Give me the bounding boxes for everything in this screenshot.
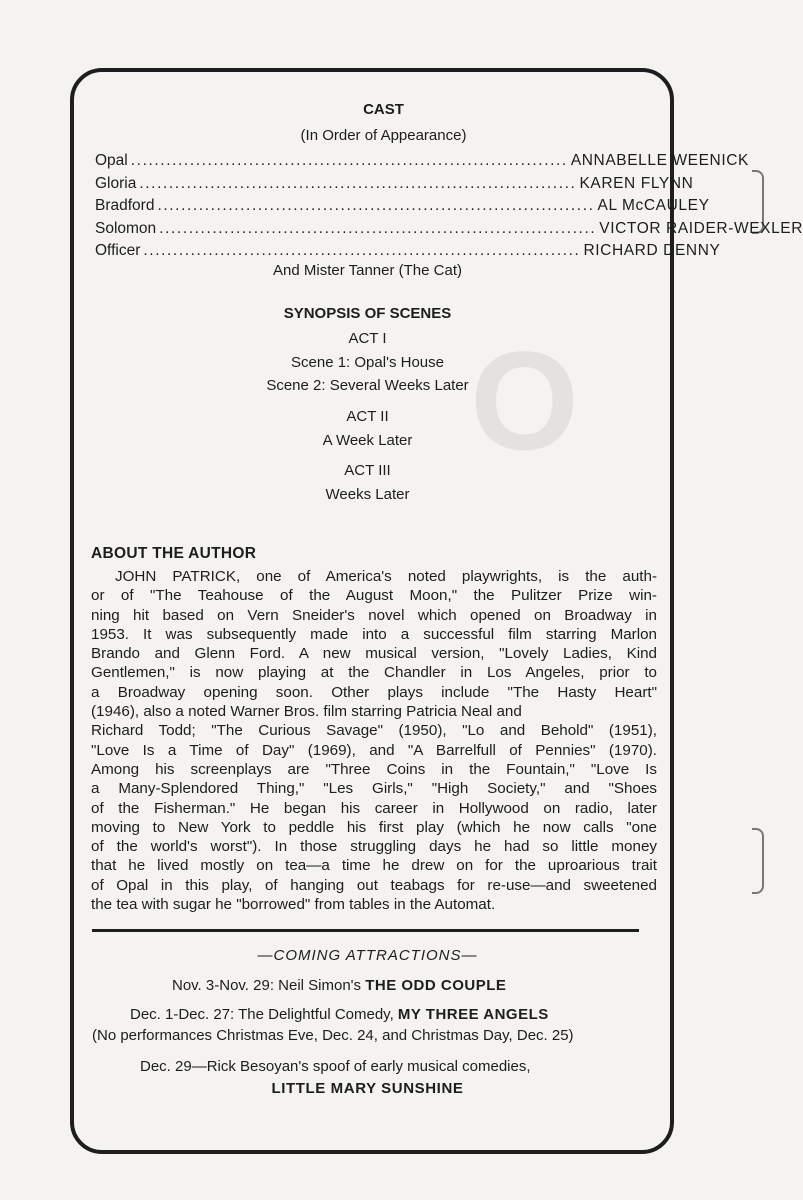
author-text-line: that he lived mostly on tea—a time he drew on for the uproarious trait xyxy=(91,857,657,875)
author-text-line: Brando and Glenn Ford. A new musical version, "Lovely Ladies, Kind xyxy=(91,645,657,663)
author-text-line: a Broadway opening soon. Other plays include "The Hasty Heart" xyxy=(91,683,657,701)
author-text-line: moving to New York to peddle his first play (which he now calls "one xyxy=(91,818,657,836)
cast-role: Bradford xyxy=(95,197,155,214)
author-text-line: "Love Is a Time of Day" (1969), and "A Barrelfull of Pennies" (1970). xyxy=(91,741,657,759)
cast-row xyxy=(95,173,694,196)
coming-attractions-heading: —COMING ATTRACTIONS— xyxy=(257,947,478,964)
dot-leader: .......................................................................... xyxy=(139,174,577,192)
coming-line-2 xyxy=(130,1006,549,1023)
margin-bracket-bottom xyxy=(752,828,764,894)
coming-line-3-show: LITTLE MARY SUNSHINE xyxy=(271,1080,464,1097)
cast-role: Opal xyxy=(95,152,128,169)
cast-row xyxy=(95,218,803,241)
coming-line-3: Dec. 29—Rick Besoyan's spoof of early musical comedies, xyxy=(140,1058,531,1075)
coming-line-2-dates: Dec. 1-Dec. 27: The Delightful Comedy, xyxy=(130,1006,398,1023)
author-text-line: 1953. It was subsequently made into a successful film starring Marlon xyxy=(91,625,657,643)
cast-subtitle: (In Order of Appearance) xyxy=(300,127,467,144)
act-1-heading: ACT I xyxy=(348,330,387,347)
act-3-heading: ACT III xyxy=(344,462,391,479)
cast-role: Gloria xyxy=(95,174,137,192)
cast-row xyxy=(95,195,710,218)
cast-row xyxy=(95,150,749,173)
cast-actor: RICHARD DENNY xyxy=(583,242,721,259)
dot-leader: .......................................................................... xyxy=(159,219,597,237)
author-text-line: Gentlemen," is now playing at the Chandler in Los Angeles, prior to xyxy=(91,664,657,682)
author-text-line: JOHN PATRICK, one of America's noted playwrights, is the auth- xyxy=(115,568,657,585)
act-1-scene-1: Scene 1: Opal's House xyxy=(291,354,444,371)
author-text-line: a Many-Splendored Thing," "Les Girls," "High Society," and "Shoes xyxy=(91,780,657,798)
dot-leader: .......................................................................... xyxy=(143,242,581,259)
dot-leader: .......................................................................... xyxy=(130,152,568,169)
coming-line-1-dates: Nov. 3-Nov. 29: Neil Simon's xyxy=(172,977,366,994)
coming-line-2-show: MY THREE ANGELS xyxy=(397,1006,549,1023)
author-text-line: of the Fisherman." He began his career in Hollywood on radio, later xyxy=(91,799,657,817)
author-text-line: Among his screenplays are "Three Coins in the Fountain," "Love Is xyxy=(91,760,657,778)
cast-role: Officer xyxy=(95,242,141,259)
cast-list xyxy=(95,150,803,263)
cast-actor: AL McCAULEY xyxy=(597,197,710,214)
author-text-line: of the world's worst"). In those struggling days he had so little money xyxy=(91,838,657,856)
act-2-heading: ACT II xyxy=(346,408,389,425)
author-text-line: of Opal in this play, of hanging out teabags for re-use—and sweetened xyxy=(91,876,657,894)
cast-role: Solomon xyxy=(95,219,157,237)
act-2-scene: A Week Later xyxy=(322,432,413,449)
author-text-line: ning hit based on Vern Sneider's novel which opened on Broadway in xyxy=(91,606,657,624)
cast-actor: KAREN FLYNN xyxy=(579,174,694,192)
cast-actor: ANNABELLE WEENICK xyxy=(570,152,749,169)
cast-actor: VICTOR RAIDER-WEXLER xyxy=(599,219,803,237)
author-text-line: the tea with sugar he "borrowed" from tables in the Automat. xyxy=(91,896,496,914)
author-text-line: Richard Todd; "The Curious Savage" (1950), "Lo and Behold" (1951), xyxy=(91,722,657,740)
dot-leader: .......................................................................... xyxy=(157,197,595,214)
author-text-line: (1946), also a noted Warner Bros. film starring Patricia Neal and xyxy=(91,703,522,721)
coming-line-1-show: THE ODD COUPLE xyxy=(365,977,507,994)
act-3-scene: Weeks Later xyxy=(325,486,410,503)
author-text-line: or of "The Teahouse of the August Moon," the Pulitzer Prize win- xyxy=(91,587,657,605)
cast-heading: CAST xyxy=(363,101,404,118)
cast-extra-note: And Mister Tanner (The Cat) xyxy=(273,262,462,279)
cast-row xyxy=(95,240,721,263)
act-1-scene-2: Scene 2: Several Weeks Later xyxy=(266,377,469,394)
coming-line-2-note: (No performances Christmas Eve, Dec. 24, and Christmas Day, Dec. 25) xyxy=(92,1027,574,1044)
section-divider xyxy=(92,929,639,932)
synopsis-heading: SYNOPSIS OF SCENES xyxy=(283,305,452,322)
coming-line-1 xyxy=(172,977,506,994)
about-author-heading: ABOUT THE AUTHOR xyxy=(91,545,257,562)
bleed-through-mark: O xyxy=(470,322,579,479)
about-author-text xyxy=(91,567,657,914)
